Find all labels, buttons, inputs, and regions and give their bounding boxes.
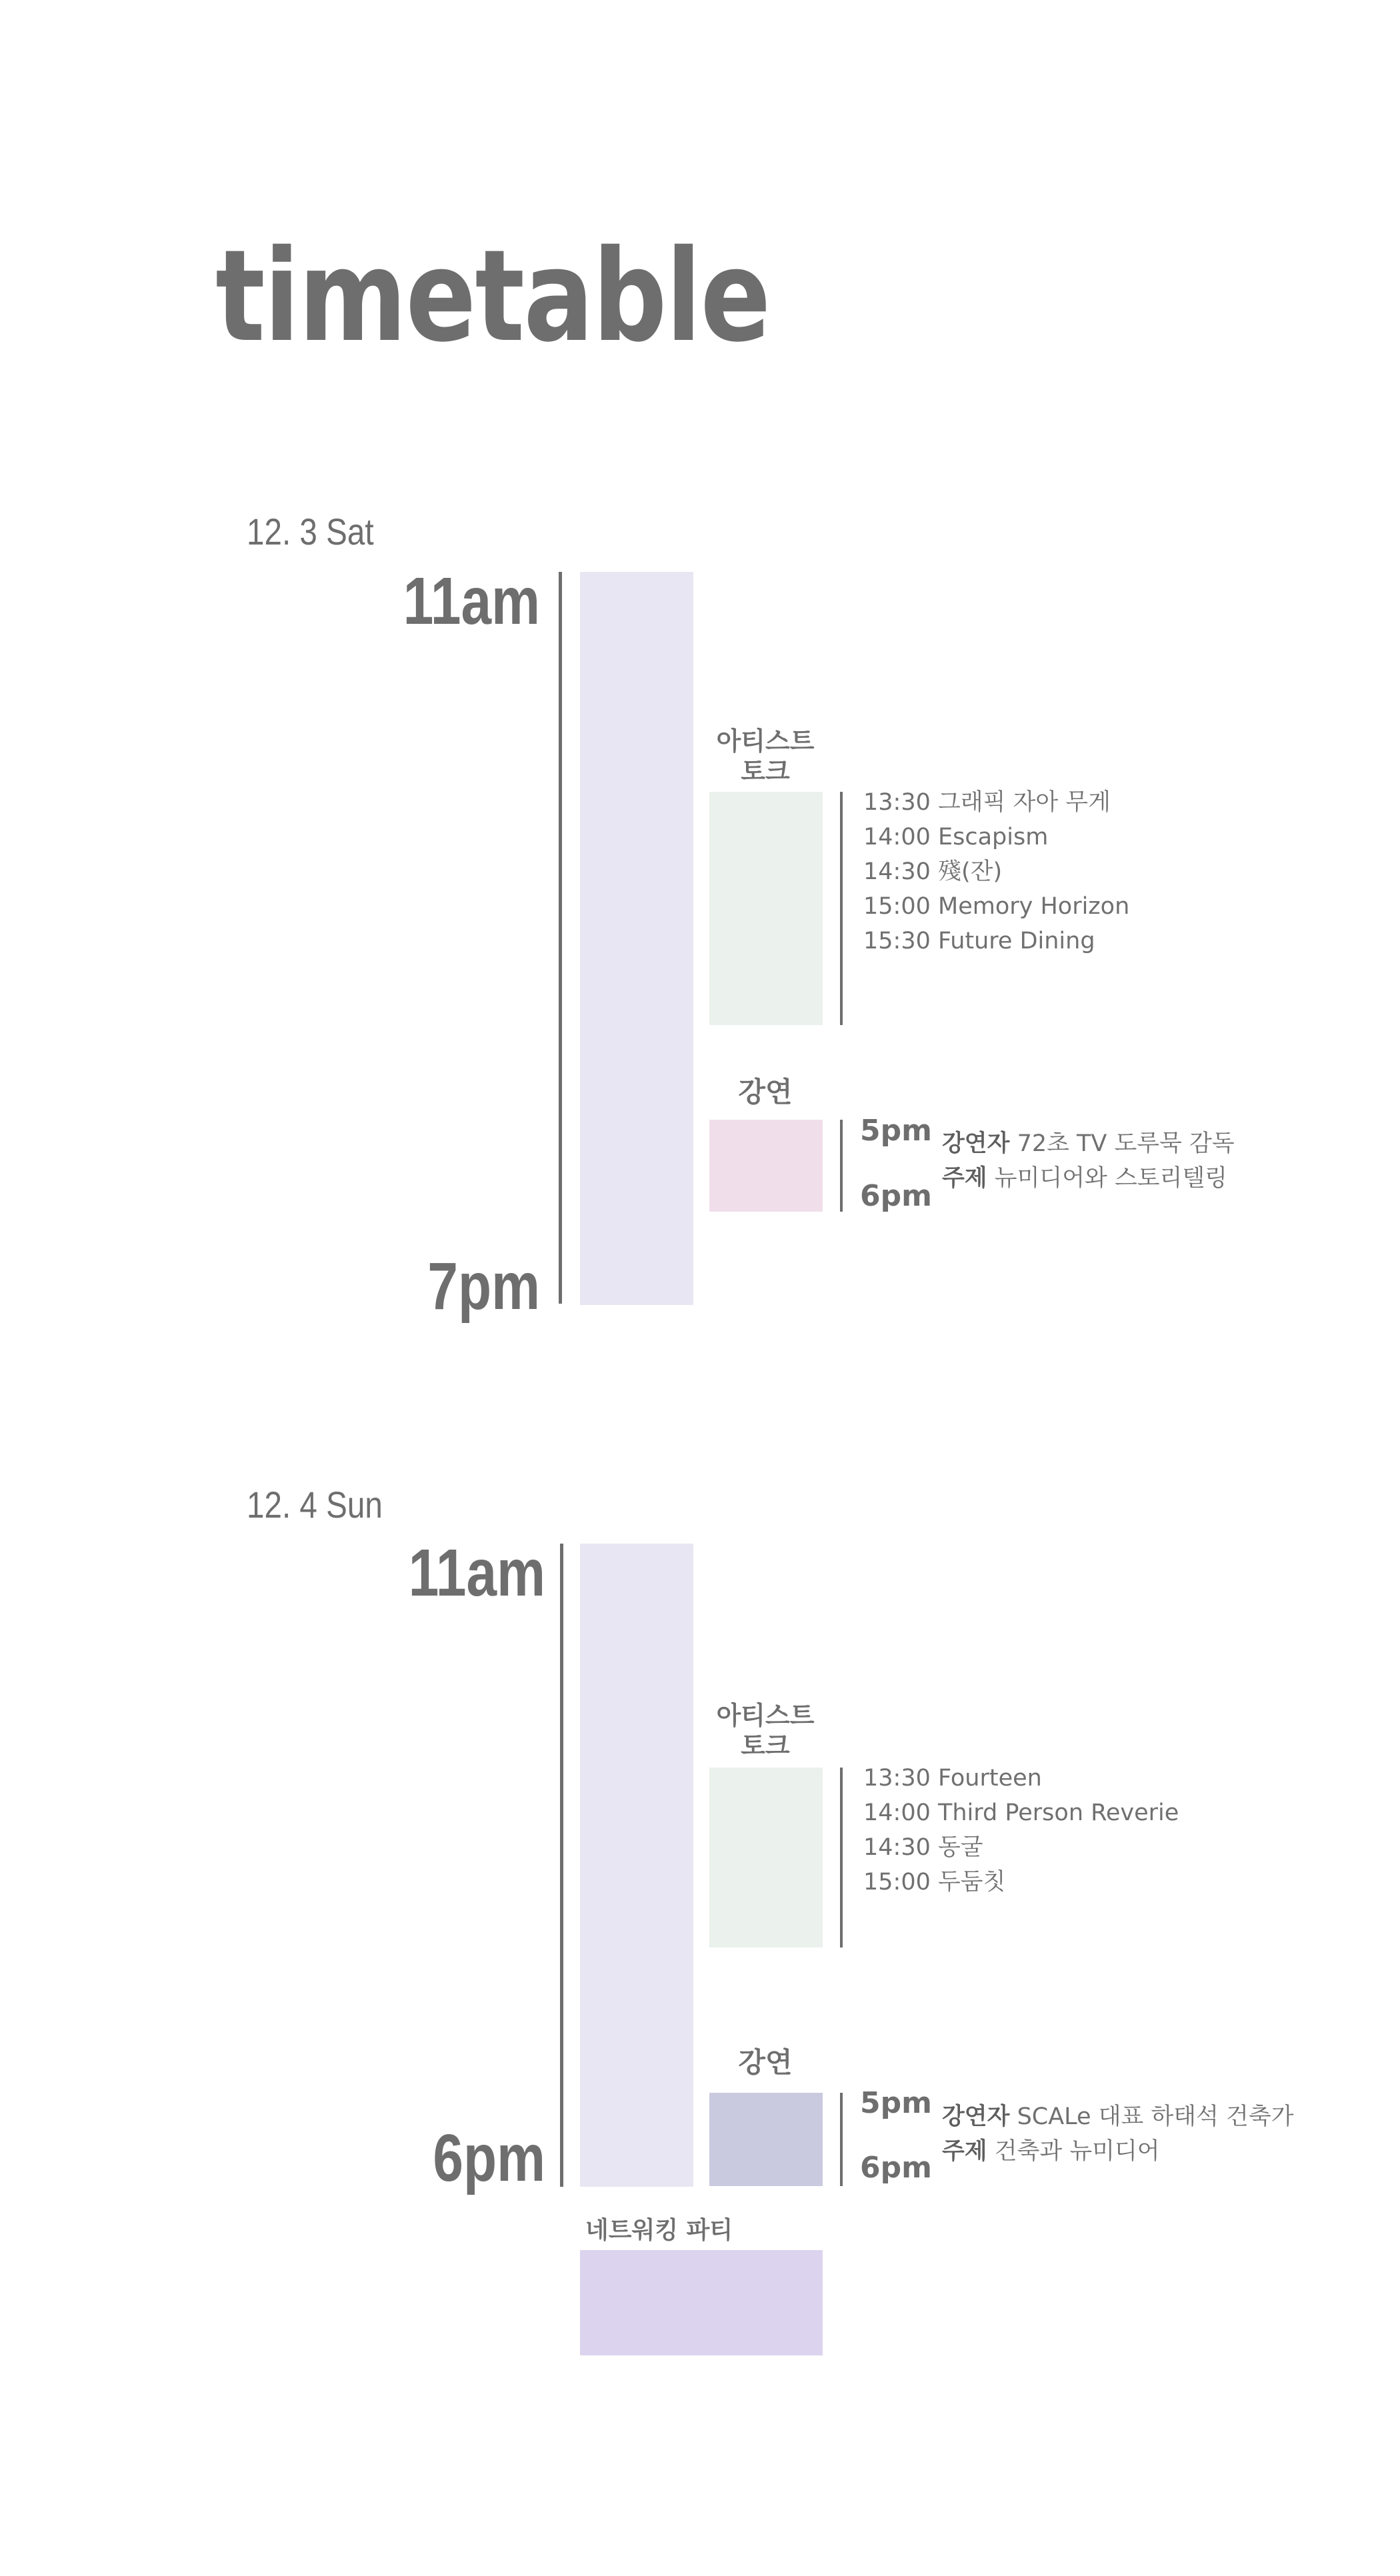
artist-talk-label: [709, 1701, 822, 1761]
networking-party-bar: [580, 2250, 823, 2355]
lecture-bar: [709, 2093, 823, 2186]
list-item: 14:00 Escapism: [863, 824, 1049, 850]
list-item: 15:00 Memory Horizon: [863, 893, 1130, 920]
speaker-label: 강연자: [942, 1130, 1010, 1157]
lecture-speaker: [942, 2099, 1293, 2134]
lecture-start-time: 5pm: [860, 2086, 932, 2120]
topic-label: 주제: [942, 2138, 987, 2165]
topic-text: 뉴미디어와 스토리텔링: [994, 1165, 1227, 1192]
artist-talk-bracket: [840, 792, 843, 1025]
lecture-start-time: 5pm: [860, 1114, 932, 1148]
start-time-label: 11am: [408, 1536, 545, 1610]
list-item: 13:30 Fourteen: [863, 1765, 1042, 1792]
day-timeline-bar: [580, 1544, 693, 2187]
list-item: 13:30 그래픽 자아 무게: [863, 789, 1111, 816]
artist-talk-list: [863, 785, 1129, 958]
topic-text: 건축과 뉴미디어: [994, 2138, 1160, 2165]
page-title: timetable: [215, 223, 770, 370]
lecture-end-time: 6pm: [860, 1179, 932, 1213]
start-time-label: 11am: [403, 564, 540, 639]
artist-talk-label-line1: 아티스트: [716, 1701, 815, 1730]
end-time-label: 7pm: [427, 1249, 540, 1324]
lecture-topic: [942, 2134, 1293, 2169]
end-time-label: 6pm: [433, 2121, 545, 2195]
networking-party-label: 네트워킹 파티: [585, 2217, 733, 2244]
list-item: 14:30 동굴: [863, 1834, 983, 1861]
artist-talk-label-line2: 토크: [741, 756, 790, 786]
list-item: 15:00 두둠칫: [863, 1869, 1006, 1896]
lecture-topic: [942, 1161, 1235, 1196]
lecture-speaker: [942, 1126, 1235, 1161]
topic-label: 주제: [942, 1165, 987, 1192]
timeline-axis: [560, 1544, 563, 2187]
speaker-label: 강연자: [942, 2103, 1010, 2130]
lecture-label: 강연: [738, 1076, 793, 1108]
lecture-bracket: [840, 2093, 843, 2186]
list-item: 14:30 殘(잔): [863, 858, 1003, 885]
day-timeline-bar: [580, 572, 693, 1305]
lecture-label: 강연: [738, 2046, 793, 2079]
artist-talk-bar: [709, 1768, 823, 1947]
list-item: 14:00 Third Person Reverie: [863, 1800, 1179, 1826]
artist-talk-bracket: [840, 1768, 843, 1947]
day-date: 12. 3 Sat: [247, 511, 374, 553]
artist-talk-label: [709, 726, 822, 786]
artist-talk-label-line1: 아티스트: [716, 726, 815, 756]
lecture-bracket: [840, 1120, 843, 1212]
lecture-info: [942, 1126, 1235, 1196]
speaker-name: SCALe 대표 하태석 건축가: [1017, 2103, 1294, 2130]
lecture-info: [942, 2099, 1293, 2169]
artist-talk-label-line2: 토크: [741, 1730, 790, 1760]
list-item: 15:30 Future Dining: [863, 928, 1095, 954]
artist-talk-list: [863, 1761, 1179, 1900]
artist-talk-bar: [709, 792, 823, 1025]
day-date: 12. 4 Sun: [247, 1484, 383, 1526]
lecture-end-time: 6pm: [860, 2151, 932, 2185]
lecture-bar: [709, 1120, 823, 1212]
timeline-axis: [559, 572, 562, 1304]
speaker-name: 72초 TV 도루묵 감독: [1017, 1130, 1235, 1157]
